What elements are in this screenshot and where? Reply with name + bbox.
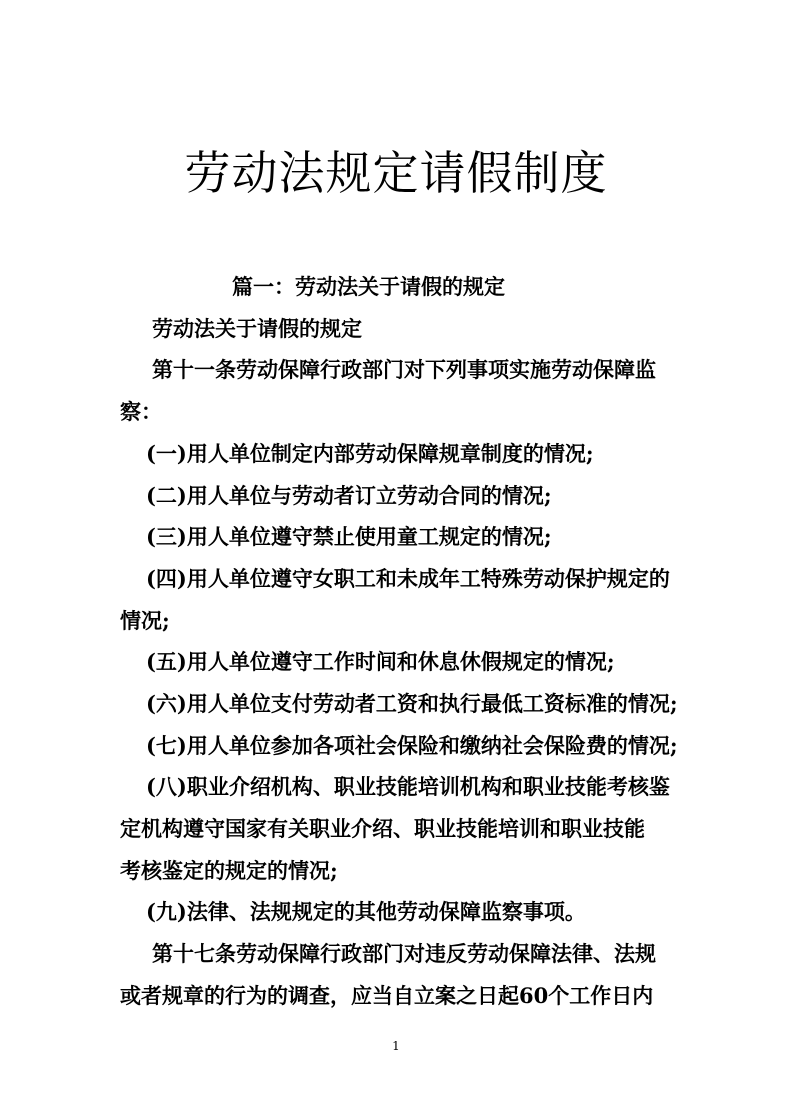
page-number: 1 bbox=[392, 1039, 400, 1053]
list-item: (七)用人单位参加各项社会保险和缴纳社会保险费的情况; bbox=[146, 733, 678, 758]
list-item: (四)用人单位遵守女职工和未成年工特殊劳动保护规定的 bbox=[146, 566, 670, 591]
list-item: (二)用人单位与劳动者订立劳动合同的情况; bbox=[146, 483, 552, 508]
list-item: (八)职业介绍机构、职业技能培训机构和职业技能考核鉴 bbox=[146, 774, 670, 799]
paragraph-line: 察： bbox=[120, 399, 162, 424]
list-item: (九)法律、法规规定的其他劳动保障监察事项。 bbox=[146, 899, 586, 924]
list-item: (一)用人单位制定内部劳动保障规章制度的情况; bbox=[146, 441, 594, 466]
document-title: 劳动法规定请假制度 bbox=[184, 146, 608, 200]
paragraph-line: 第十七条劳动保障行政部门对违反劳动保障法律、法规 bbox=[152, 941, 656, 966]
list-item: (五)用人单位遵守工作时间和休息休假规定的情况; bbox=[146, 649, 615, 674]
section-heading: 篇一：劳动法关于请假的规定 bbox=[232, 274, 505, 299]
list-item-continuation: 定机构遵守国家有关职业介绍、职业技能培训和职业技能 bbox=[120, 816, 645, 841]
list-item: (六)用人单位支付劳动者工资和执行最低工资标准的情况; bbox=[146, 691, 678, 716]
paragraph-line: 第十一条劳动保障行政部门对下列事项实施劳动保障监 bbox=[152, 357, 656, 382]
subheading: 劳动法关于请假的规定 bbox=[152, 316, 362, 341]
list-item: (三)用人单位遵守禁止使用童工规定的情况; bbox=[146, 524, 552, 549]
list-item-continuation: 考核鉴定的规定的情况; bbox=[120, 858, 338, 883]
list-item-continuation: 情况; bbox=[120, 608, 170, 633]
paragraph-line: 或者规章的行为的调查，应当自立案之日起60个工作日内 bbox=[120, 983, 654, 1008]
